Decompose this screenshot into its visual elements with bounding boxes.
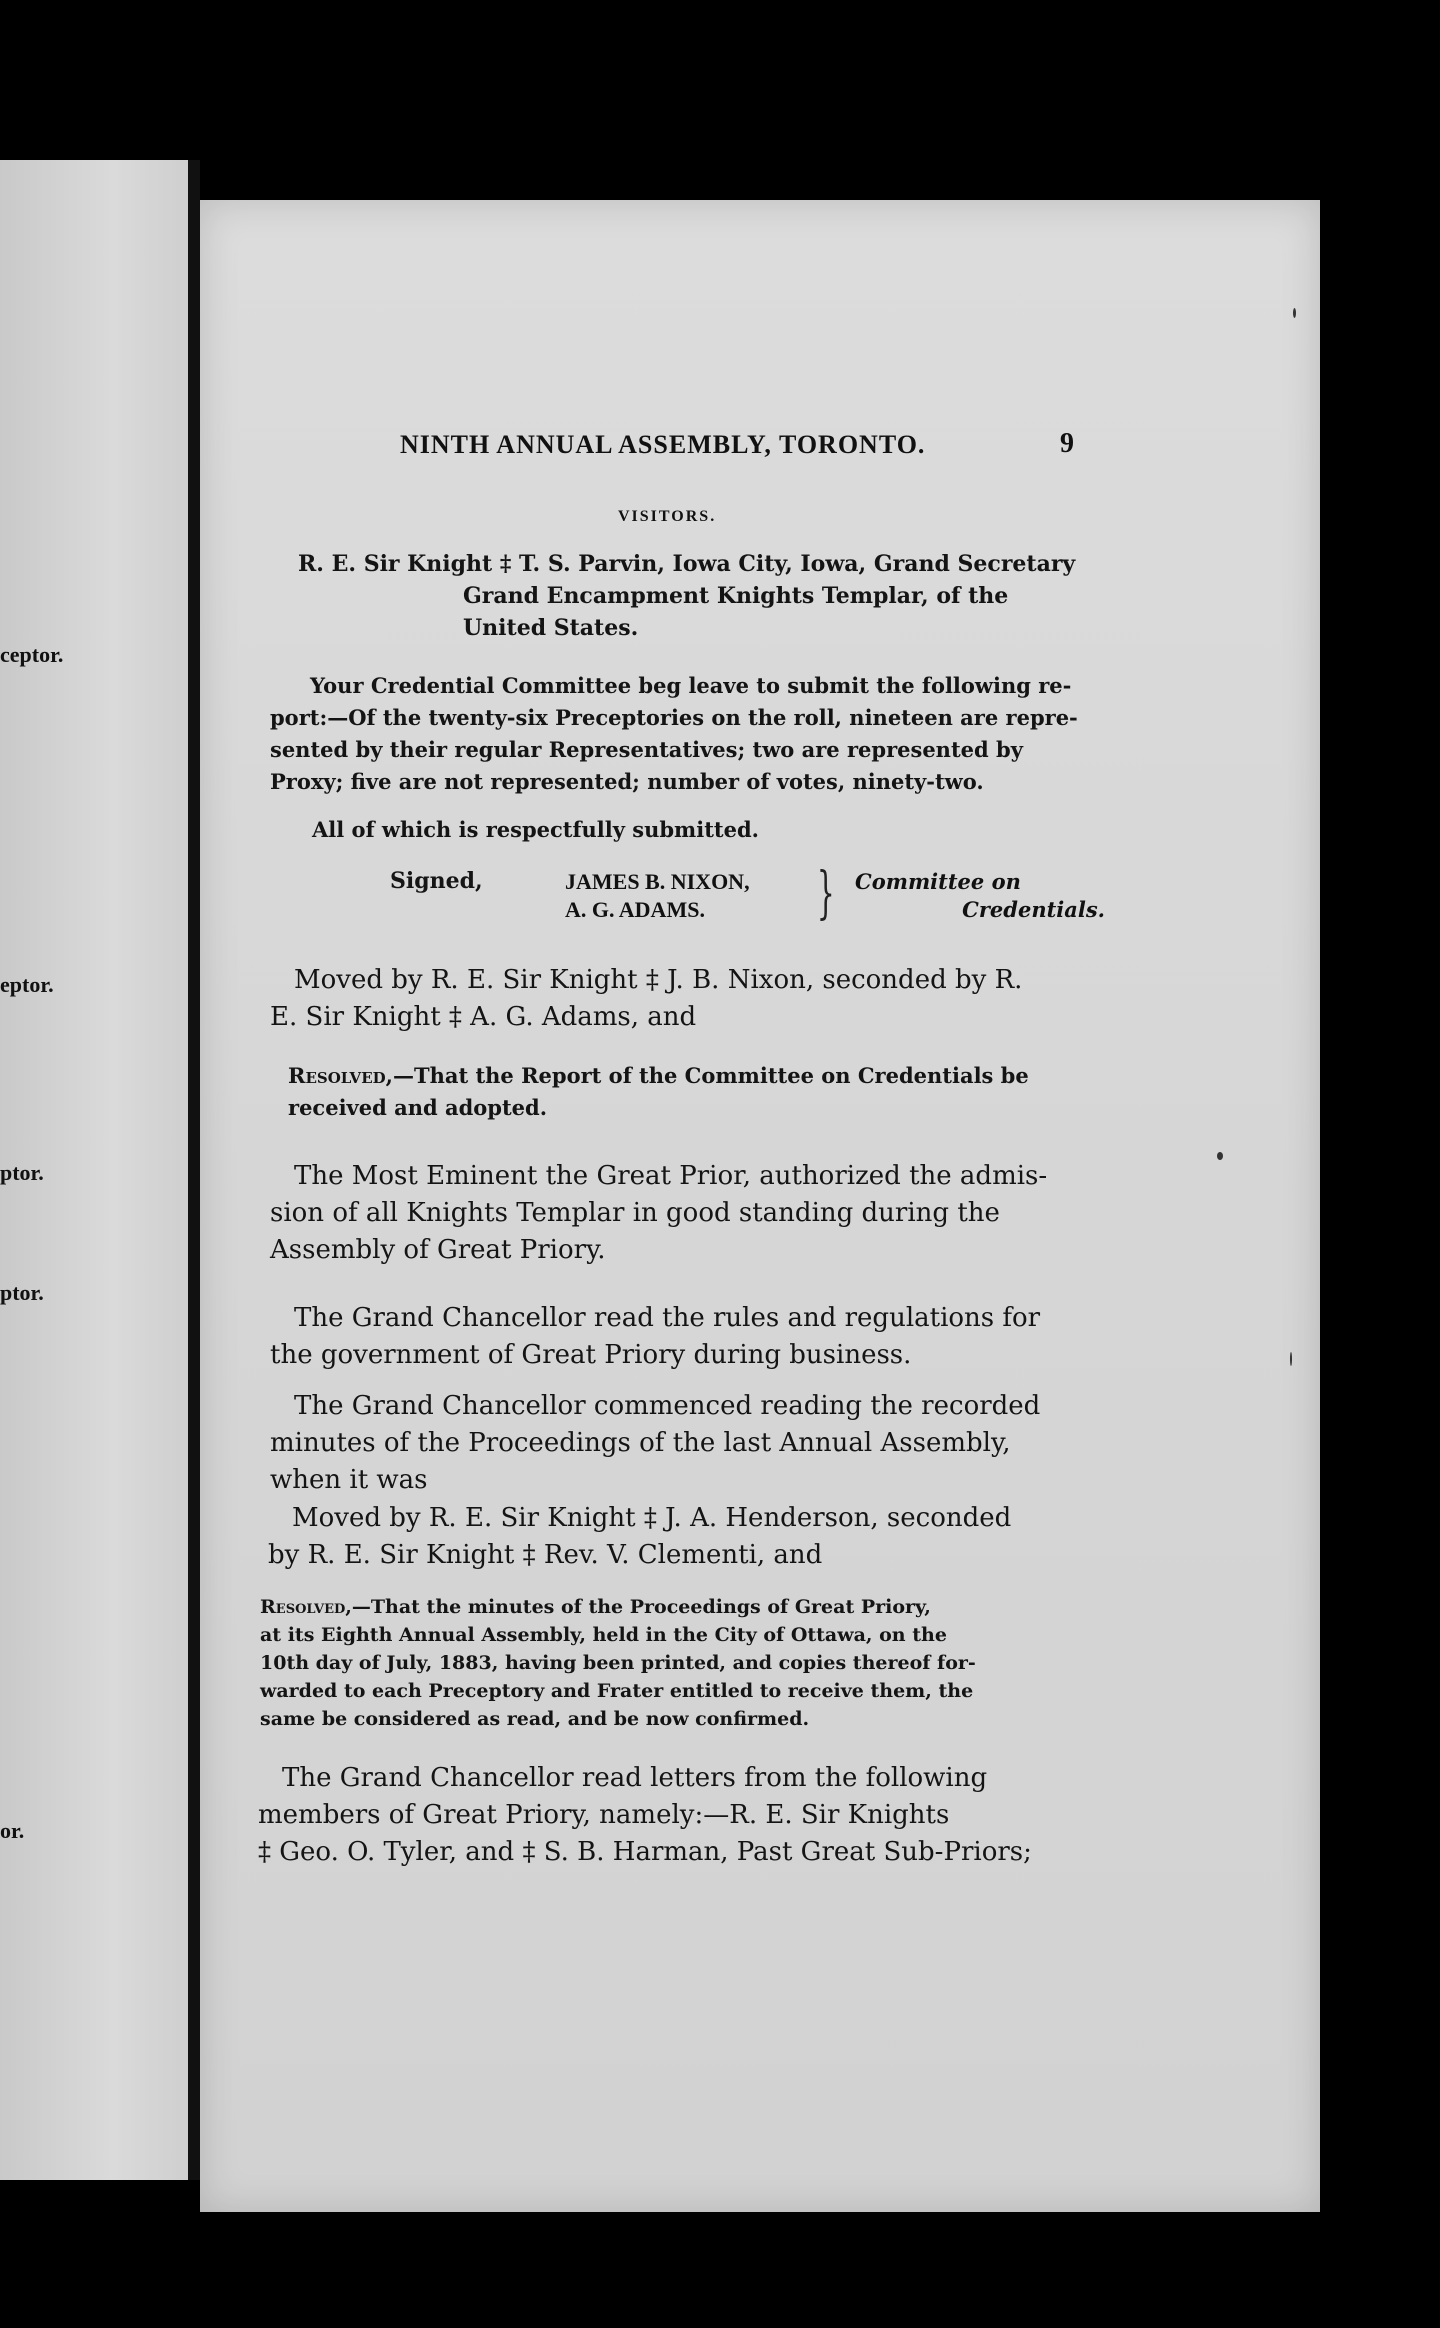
resolution-line: —That the Report of the Committee on Credentials be — [392, 1063, 1029, 1088]
paragraph-line: The Most Eminent the Great Prior, authorized the admis- — [294, 1161, 1048, 1191]
resolution-line: received and adopted. — [288, 1095, 548, 1120]
motion-paragraph — [268, 1500, 1218, 1574]
body-paragraph — [270, 1300, 1220, 1374]
committee-title — [835, 868, 1105, 924]
committee-line: Committee on — [855, 869, 1021, 894]
left-page-fragment: ptor. — [0, 1160, 44, 1185]
paragraph-line: The Grand Chancellor read letters from the following — [282, 1763, 988, 1793]
submitted-line: All of which is respectfully submitted. — [312, 817, 759, 842]
resolution-paragraph — [260, 1593, 1220, 1733]
paragraph-line: members of Great Priory, namely:—R. E. Sir Knights — [258, 1800, 950, 1830]
paper-speck — [1290, 1352, 1292, 1366]
paper-speck — [1293, 308, 1296, 318]
resolved-label: Resolved, — [288, 1063, 393, 1088]
left-page-fragment: or. — [0, 1818, 25, 1843]
signers — [565, 868, 750, 924]
motion-line: Moved by R. E. Sir Knight ‡ J. A. Henderson, seconded — [292, 1503, 1012, 1533]
paragraph-line: sion of all Knights Templar in good standing during the — [270, 1198, 1000, 1228]
visitor-line: R. E. Sir Knight ‡ T. S. Parvin, Iowa City, Iowa, Grand Secretary — [298, 551, 1076, 577]
left-page-fragment: eptor. — [0, 972, 54, 997]
resolution-line: —That the minutes of the Proceedings of Great Priory, — [351, 1596, 931, 1618]
report-line: port:—Of the twenty-six Preceptories on the roll, nineteen are repre- — [270, 705, 1078, 730]
motion-line: Moved by R. E. Sir Knight ‡ J. B. Nixon, seconded by R. — [294, 965, 1023, 995]
paragraph-line: Assembly of Great Priory. — [270, 1235, 606, 1265]
running-header: NINTH ANNUAL ASSEMBLY, TORONTO. — [400, 430, 926, 459]
paragraph-line: the government of Great Priory during business. — [270, 1340, 912, 1370]
paragraph-line: The Grand Chancellor read the rules and regulations for — [294, 1303, 1041, 1333]
paragraph-line: when it was — [270, 1465, 428, 1495]
brace-glyph: } — [816, 861, 835, 926]
paragraph-line: minutes of the Proceedings of the last Annual Assembly, — [270, 1428, 1011, 1458]
signer-name: A. G. ADAMS. — [565, 897, 705, 922]
resolution-line: at its Eighth Annual Assembly, held in the City of Ottawa, on the — [260, 1624, 947, 1646]
credential-report — [270, 670, 1190, 798]
page-gutter — [188, 160, 200, 2180]
visitor-line: United States. — [463, 615, 639, 641]
left-page-fragment: ptor. — [0, 1280, 44, 1305]
signature-block — [390, 861, 1240, 948]
page-number: 9 — [1060, 428, 1074, 459]
left-page-fragment: ceptor. — [0, 642, 64, 667]
report-line: Proxy; five are not represented; number of votes, ninety-two. — [270, 769, 984, 794]
adjacent-left-page — [0, 160, 188, 2180]
report-line: sented by their regular Representatives; two are represented by — [270, 737, 1023, 762]
resolution-line: same be considered as read, and be now confirmed. — [260, 1708, 810, 1730]
motion-line: E. Sir Knight ‡ A. G. Adams, and — [270, 1002, 697, 1032]
paragraph-line: The Grand Chancellor commenced reading the recorded — [294, 1391, 1041, 1421]
book-page — [200, 200, 1320, 2212]
paragraph-line: ‡ Geo. O. Tyler, and ‡ S. B. Harman, Past Great Sub-Priors; — [258, 1837, 1032, 1867]
motion-paragraph — [270, 962, 1220, 1036]
committee-line: Credentials. — [962, 897, 1105, 922]
motion-line: by R. E. Sir Knight ‡ Rev. V. Clementi, and — [268, 1540, 823, 1570]
body-paragraph — [258, 1760, 1218, 1871]
report-line: Your Credential Committee beg leave to submit the following re- — [310, 673, 1072, 698]
resolution-line: warded to each Preceptory and Frater entitled to receive them, the — [260, 1680, 974, 1702]
resolution-line: 10th day of July, 1883, having been printed, and copies thereof for- — [260, 1652, 976, 1674]
body-paragraph — [270, 1388, 1220, 1499]
visitor-line: Grand Encampment Knights Templar, of the — [463, 583, 1009, 609]
resolution-paragraph — [288, 1060, 1218, 1124]
visitor-entry — [298, 548, 1198, 644]
visitors-heading: VISITORS. — [618, 508, 717, 525]
body-paragraph — [270, 1158, 1220, 1269]
resolved-label: Resolved, — [260, 1596, 352, 1618]
paper-speck — [1217, 1152, 1223, 1160]
signed-label: Signed, — [390, 868, 483, 894]
signer-name: JAMES B. NIXON, — [565, 869, 750, 894]
